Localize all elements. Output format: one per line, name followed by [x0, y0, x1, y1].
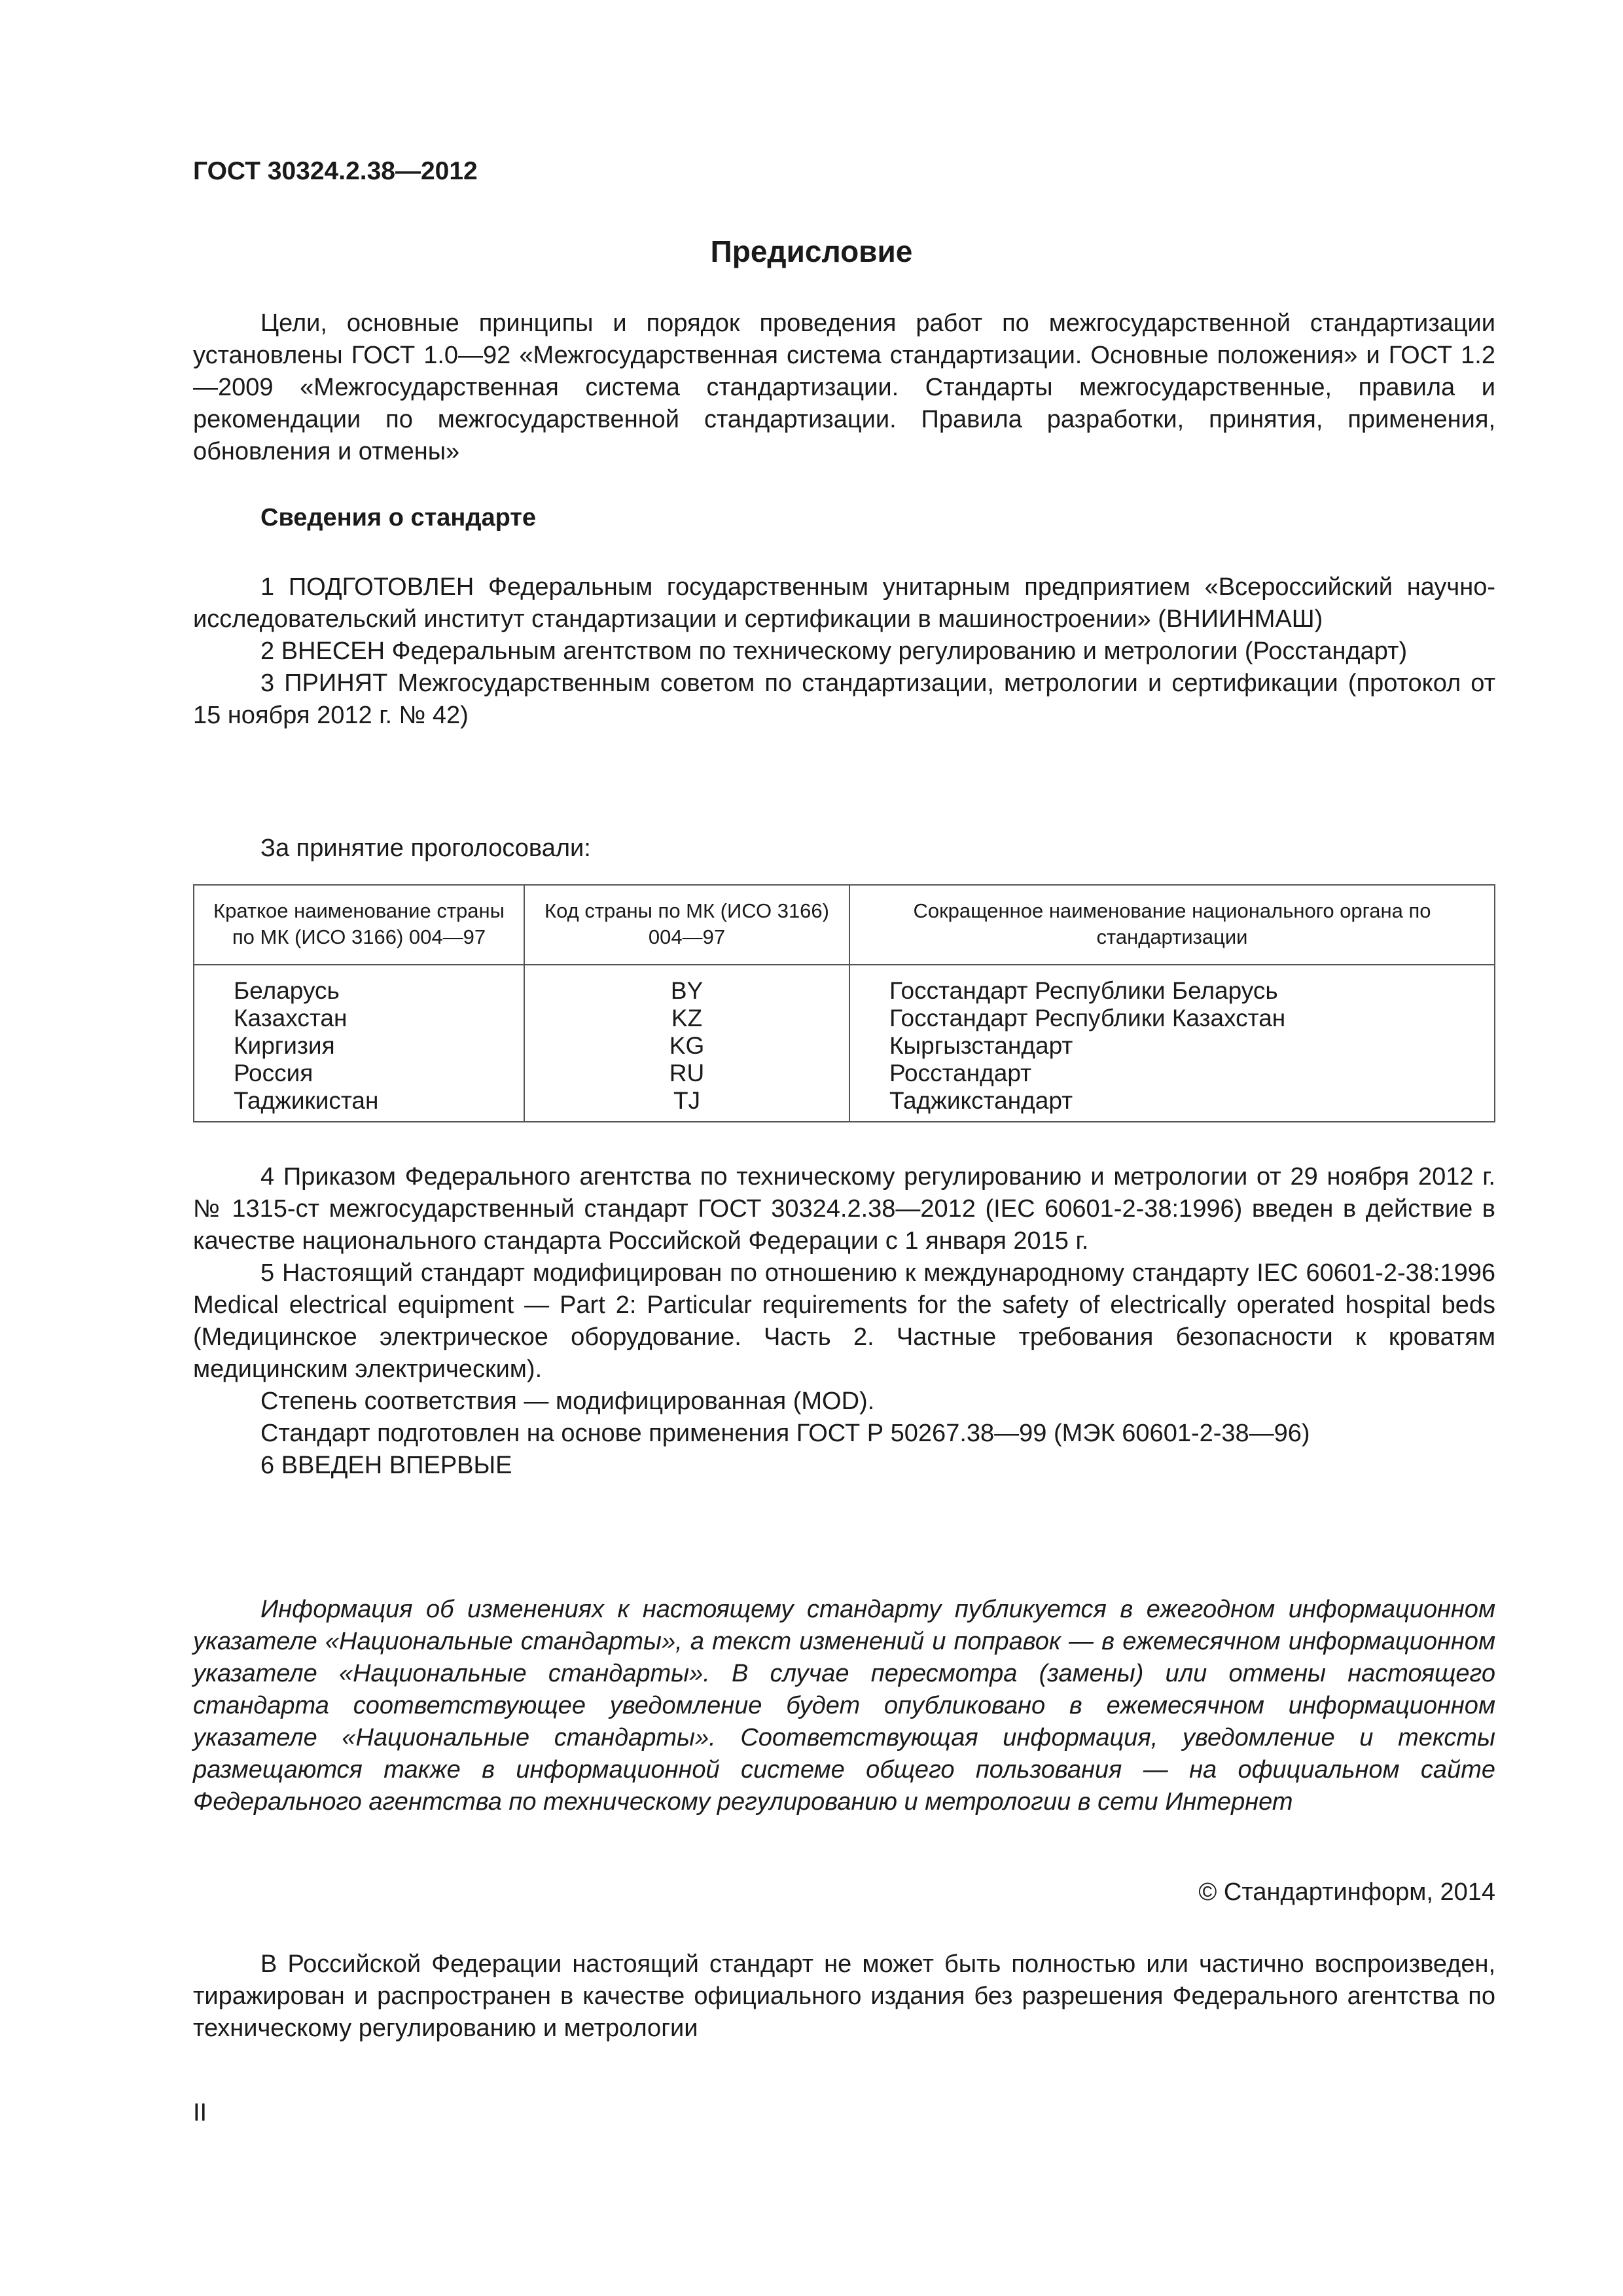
items-section — [193, 571, 1495, 732]
item-5-modified: 5 Настоящий стандарт модифицирован по отношению к международному стандарту IEC 60601-2-38:1996 Medical electrical equipment — Part 2: Particular requirements for the safety of electrically operated hospital beds (Медицинское электрическое оборудование. Часть 2. Частные требования безопасности к кроватям медицинским электрическим). — [193, 1259, 1495, 1383]
header-country-name: Краткое наименование страны по МК (ИСО 3166) 004—97 — [194, 885, 524, 965]
document-number-header: ГОСТ 30324.2.38—2012 — [193, 157, 478, 185]
country-code: TJ — [524, 1087, 849, 1122]
header-standards-body: Сокращенное наименование национального органа по стандартизации — [849, 885, 1495, 965]
voted-label: За принятие проголосовали: — [260, 834, 591, 862]
standards-body: Госстандарт Республики Беларусь — [889, 977, 1278, 1004]
country-name: Беларусь — [194, 965, 524, 1005]
item-1-prepared: 1 ПОДГОТОВЛЕН Федеральным государственным унитарным предприятием «Всероссийский научно-исследовательский институт стандартизации и сертификации в машиностроении» (ВНИИНМАШ) — [193, 573, 1495, 633]
country-name: Таджикистан — [194, 1087, 524, 1122]
country-code: RU — [524, 1060, 849, 1087]
table-row — [194, 965, 1495, 1005]
country-code: KZ — [524, 1005, 849, 1032]
notice-paragraph: Информация об изменениях к настоящему стандарту публикуется в ежегодном информационном указателе «Национальные стандарты», а текст изменений и поправок — в ежемесячном информационном указателе «Национальные стандарты». В случае пересмотра (замены) или отмены настоящего стандарта соответствующее уведомление будет опубликовано в ежемесячном информационном указателе «Национальные стандарты». Соответствующая информация, уведомление и тексты размещаются также в информационной системе общего пользования — на официальном сайте Федерального агентства по техническому регулированию и метрологии в сети Интернет — [193, 1596, 1495, 1816]
legal-section — [193, 1948, 1495, 2045]
table-row — [194, 1087, 1495, 1122]
standards-body: Росстандарт — [889, 1060, 1032, 1086]
header-country-code: Код страны по МК (ИСО 3166) 004—97 — [524, 885, 849, 965]
country-code: BY — [524, 965, 849, 1005]
item-2-submitted: 2 ВНЕСЕН Федеральным агентством по техническому регулированию и метрологии (Росстандарт) — [260, 637, 1408, 665]
standards-body: Госстандарт Республики Казахстан — [889, 1005, 1286, 1031]
table-header-row — [194, 885, 1495, 965]
item-5-basis: Стандарт подготовлен на основе применения ГОСТ Р 50267.38—99 (МЭК 60601-2-38—96) — [260, 1420, 1310, 1447]
page-title: Предисловие — [710, 234, 913, 268]
standards-body: Таджикстандарт — [889, 1087, 1073, 1114]
countries-table — [193, 884, 1495, 1122]
item-6-introduced: 6 ВВЕДЕН ВПЕРВЫЕ — [260, 1452, 512, 1479]
notice-section — [193, 1594, 1495, 1818]
table-row — [194, 1060, 1495, 1087]
copyright: © Стандартинформ, 2014 — [1198, 1878, 1495, 1906]
country-name: Казахстан — [194, 1005, 524, 1032]
items-section-2 — [193, 1161, 1495, 1482]
country-name: Киргизия — [194, 1032, 524, 1060]
intro-section — [193, 308, 1495, 468]
country-code: KG — [524, 1032, 849, 1060]
country-name: Россия — [194, 1060, 524, 1087]
legal-paragraph: В Российской Федерации настоящий стандарт не может быть полностью или частично воспроизведен, тиражирован и распространен в качестве официального издания без разрешения Федерального агентства по техническому регулированию и метрологии — [193, 1950, 1495, 2042]
item-5-degree: Степень соответствия — модифицированная (MOD). — [260, 1388, 875, 1415]
standard-info-heading: Сведения о стандарте — [260, 504, 537, 531]
table-row — [194, 1032, 1495, 1060]
page-number: II — [193, 2099, 207, 2126]
table-row — [194, 1005, 1495, 1032]
standards-body: Кыргызстандарт — [889, 1032, 1073, 1059]
item-4-order: 4 Приказом Федерального агентства по техническому регулированию и метрологии от 29 ноября 2012 г. № 1315-ст межгосударственный стандарт ГОСТ 30324.2.38—2012 (IEC 60601-2-38:1996) введен в действие в качестве национального стандарта Российской Федерации с 1 января 2015 г. — [193, 1163, 1495, 1255]
intro-paragraph: Цели, основные принципы и порядок проведения работ по межгосударственной стандартизации установлены ГОСТ 1.0—92 «Межгосударственная система стандартизации. Основные положения» и ГОСТ 1.2—2009 «Межгосударственная система стандартизации. Стандарты межгосударственные, правила и рекомендации по межгосударственной стандартизации. Правила разработки, принятия, применения, обновления и отмены» — [193, 310, 1495, 465]
item-3-adopted: 3 ПРИНЯТ Межгосударственным советом по стандартизации, метрологии и сертификации (протокол от 15 ноября 2012 г. № 42) — [193, 670, 1495, 729]
